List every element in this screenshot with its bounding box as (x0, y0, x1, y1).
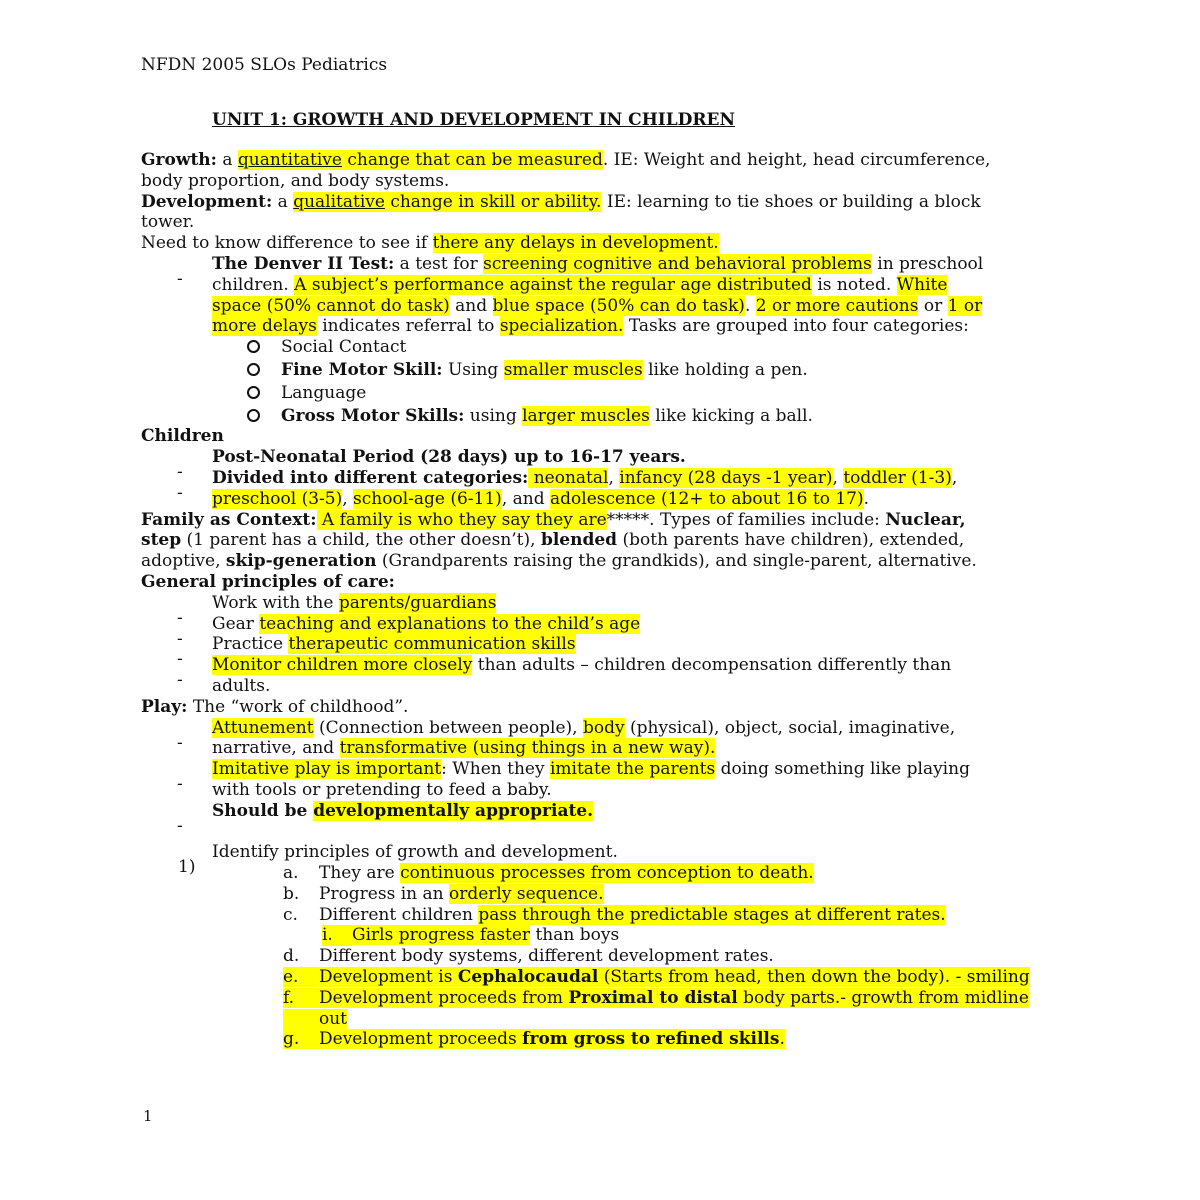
category-language (141, 383, 1061, 404)
category-fine-motor (141, 360, 1061, 381)
principle-4-cont: adults. (212, 675, 271, 696)
category-social (141, 337, 1061, 358)
list-item-c (141, 905, 1061, 926)
text: Using (442, 359, 504, 380)
highlight: screening cognitive and behavioral problems (483, 253, 872, 274)
list-item-d (141, 946, 1061, 967)
text: a (272, 191, 294, 212)
label: Gross Motor Skills: (281, 405, 465, 426)
text: from gross to refined skills (522, 1029, 780, 1050)
bullet-circle-icon (247, 340, 260, 353)
unit-title: UNIT 1: GROWTH AND DEVELOPMENT IN CHILDREN (212, 110, 736, 130)
highlight: blue space (50% can do task) (492, 295, 745, 316)
page-number: 1 (143, 1107, 153, 1125)
denver-label: The Denver II Test: (212, 253, 395, 274)
highlight: adolescence (12+ to about 16 to 17) (550, 488, 864, 509)
play-label: Play: (141, 696, 188, 717)
text: , and (501, 488, 551, 509)
play-bullet-3: - Should be developmentally appropriate. (177, 800, 594, 836)
highlight-development: change in skill or ability. (384, 191, 602, 212)
growth-line (141, 150, 1061, 171)
highlight: Monitor children more closely (212, 655, 473, 676)
text: , (342, 488, 354, 509)
highlight: teaching and explanations to the child’s age (259, 613, 641, 634)
highlight: toddler (1-3) (843, 467, 952, 488)
family-label: Family as Context: (141, 509, 317, 530)
text: Development proceeds (319, 1029, 523, 1050)
text: (Grandparents raising the grandkids), and single-parent, alternative. (376, 551, 977, 572)
text: Language (281, 382, 367, 403)
play-bullet-2-cont: with tools or pretending to feed a baby. (212, 779, 552, 800)
text: blended (540, 530, 618, 551)
text: Tasks are grouped into four categories: (623, 316, 969, 337)
text: Development proceeds from (319, 987, 569, 1008)
denver-line-4 (141, 316, 1061, 337)
text: (1 parent has a child, the other doesn’t), (181, 530, 541, 551)
highlight: continuous processes from conception to death. (400, 863, 814, 884)
list-item-g (141, 1029, 1061, 1050)
children-heading: Children (141, 426, 224, 447)
highlight-quantitative: quantitative (237, 150, 342, 170)
text: like kicking a ball. (649, 405, 813, 426)
list-label: f. (283, 987, 295, 1008)
list-item-f-cont (141, 1009, 1061, 1030)
text: (both parents have children), extended, (617, 530, 965, 551)
text: Development is (319, 967, 458, 988)
highlight: transformative (using things in a new way). (339, 738, 716, 759)
highlight: school-age (6-11) (353, 488, 502, 509)
text: Nuclear, (885, 509, 966, 530)
text: Should be (212, 800, 314, 821)
category-gross-motor (141, 406, 1061, 427)
list-label: e. (283, 967, 299, 988)
text: is noted. (811, 274, 897, 295)
text: Social Contact (281, 337, 407, 358)
highlight: therapeutic communication skills (288, 634, 576, 655)
text: narrative, and (212, 738, 340, 759)
highlight: preschool (3-5) (212, 488, 343, 509)
highlight: Girls progress faster (352, 925, 531, 946)
label: Divided into different categories: (212, 467, 529, 488)
text: Gear (212, 613, 260, 634)
denver-line-3 (141, 296, 1061, 317)
list-label: d. (283, 946, 300, 967)
play-bullet-1-cont (141, 738, 1061, 759)
highlight: A family is who they say they are (316, 509, 607, 530)
bullet-circle-icon (247, 386, 260, 399)
text: skip-generation (225, 551, 377, 572)
list-item-f (141, 988, 1061, 1009)
text: step (141, 530, 182, 551)
text: (physical), object, social, imaginative, (624, 717, 956, 738)
highlight-delays: there any delays in development. (432, 233, 719, 254)
text: The “work of childhood”. (187, 696, 409, 717)
need-line (141, 233, 1061, 254)
text: They are (319, 863, 401, 884)
highlight: larger muscles (522, 405, 650, 426)
label: Fine Motor Skill: (281, 359, 443, 380)
highlight: smaller muscles (503, 359, 643, 380)
text: adoptive, (141, 551, 226, 572)
denver-line-2 (141, 275, 1061, 296)
highlight: White (896, 274, 948, 295)
highlight-growth: change that can be measured (341, 150, 603, 170)
text: (Starts from head, then down the body). - smiling (598, 967, 1030, 988)
document-header: NFDN 2005 SLOs Pediatrics (141, 55, 388, 75)
text: Practice (212, 634, 289, 655)
text: IE: learning to tie shoes or building a block (601, 191, 981, 212)
play-bullet-2: - Imitative play is important: When they imitate the parents doing something like playing (177, 759, 970, 795)
highlight: 1 or (947, 295, 983, 316)
family-line-1 (141, 510, 1061, 531)
list-item-c-i (141, 925, 1061, 946)
bullet-circle-icon (247, 409, 260, 422)
text: , (608, 467, 620, 488)
principle-1: - Work with the parents/guardians (177, 592, 497, 628)
document-body (141, 150, 1061, 1050)
text: Identify principles of growth and development. (212, 842, 618, 863)
text: children. (212, 274, 295, 295)
highlight: developmentally appropriate. (313, 800, 594, 821)
list-number: 1) (178, 857, 196, 878)
highlight: parents/guardians (338, 592, 497, 613)
text: a test for (394, 253, 484, 274)
principle-4: - Monitor children more closely than adults – children decompensation differently than (177, 655, 952, 691)
development-line (141, 192, 1061, 213)
highlight: A subject’s performance against the regular age distributed (294, 274, 812, 295)
play-line (141, 697, 1061, 718)
text: in preschool (871, 253, 984, 274)
list-label: i. (322, 925, 352, 946)
list-item-b (141, 884, 1061, 905)
family-line-3 (141, 551, 1061, 572)
text: using (464, 405, 523, 426)
list-label: b. (283, 883, 300, 904)
text: . (863, 488, 870, 509)
list-label: g. (283, 1029, 300, 1050)
text: : When they (441, 759, 550, 780)
text: like holding a pen. (642, 359, 808, 380)
principles-heading: General principles of care: (141, 571, 395, 592)
highlight: pass through the predictable stages at different rates. (478, 904, 946, 925)
text: indicates referral to (316, 316, 500, 337)
text: than adults – children decompensation differently than (472, 655, 952, 676)
highlight: neonatal (528, 467, 609, 488)
text: . (744, 295, 756, 316)
text: . (779, 1029, 785, 1050)
text: Proximal to distal (568, 987, 738, 1008)
play-bullet-1: - Attunement (Connection between people), body (physical), object, social, imaginative, (177, 717, 956, 753)
text: Need to know difference to see if (141, 233, 433, 254)
development-line-2: tower. (141, 212, 195, 233)
text: doing something like playing (715, 759, 970, 780)
principle-2: - Gear teaching and explanations to the child’s age (177, 613, 641, 649)
highlight: Imitative play is important (212, 759, 442, 780)
list-item-e (141, 967, 1061, 988)
highlight: infancy (28 days -1 year) (619, 467, 833, 488)
highlight: more delays (212, 316, 317, 337)
highlight: imitate the parents (549, 759, 716, 780)
text: (Connection between people), (313, 717, 583, 738)
text: . IE: Weight and height, head circumference, (602, 150, 991, 170)
children-bullet-2: - Divided into different categories: neonatal, infancy (28 days -1 year), toddler (1-3), (177, 467, 958, 503)
principle-3: - Practice therapeutic communication skills (177, 634, 576, 670)
denver-line-1: - The Denver II Test: a test for screening cognitive and behavioral problems in preschool (177, 253, 984, 289)
text: or (918, 295, 948, 316)
text: Post-Neonatal Period (28 days) up to 16-17 years. (212, 447, 686, 468)
text: *****. Types of families include: (606, 509, 886, 530)
highlight: space (50% cannot do task) (212, 295, 450, 316)
text: Progress in an (319, 883, 449, 904)
text: a (216, 150, 238, 170)
children-bullet-1: - Post-Neonatal Period (28 days) up to 16-17 years. (177, 447, 686, 483)
text: and (449, 295, 493, 316)
growth-line-2: body proportion, and body systems. (141, 170, 450, 191)
text: , (832, 467, 844, 488)
text: than boys (530, 925, 620, 946)
text: Different children (319, 904, 479, 925)
list-label: a. (283, 863, 299, 884)
highlight: orderly sequence. (449, 883, 604, 904)
list-item-a (141, 863, 1061, 884)
highlight: Attunement (212, 717, 314, 738)
highlight: specialization. (499, 316, 624, 337)
list-label: c. (283, 904, 298, 925)
text: Work with the (212, 592, 339, 613)
text: body parts.- growth from midline (737, 987, 1029, 1008)
text: Different body systems, different development rates. (319, 946, 774, 967)
children-bullet-2-cont (141, 489, 1061, 510)
family-line-2 (141, 530, 1061, 551)
highlight: body (582, 717, 625, 738)
growth-label: Growth: (141, 150, 217, 170)
bullet-circle-icon (247, 363, 260, 376)
text: out (319, 1008, 348, 1029)
development-label: Development: (141, 191, 273, 212)
text: Cephalocaudal (457, 967, 599, 988)
highlight: 2 or more cautions (755, 295, 919, 316)
highlight-qualitative: qualitative (293, 191, 385, 212)
